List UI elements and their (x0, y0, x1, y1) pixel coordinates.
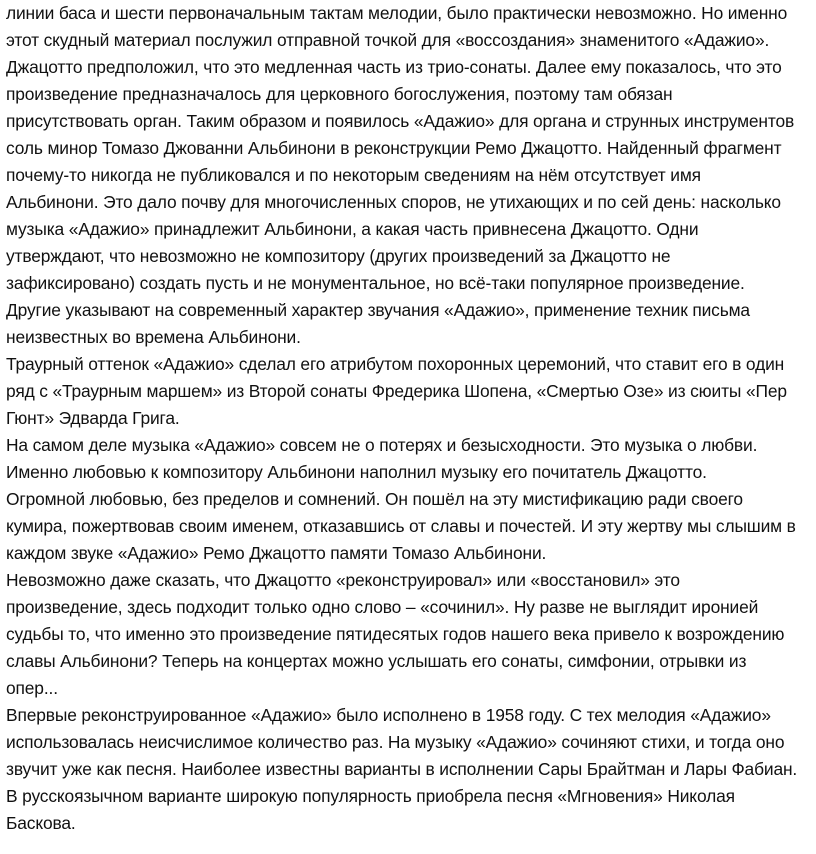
text-line: произведение, здесь подходит только одно слово – «сочинил». Ну разве не выглядит иронией (6, 597, 759, 617)
text-line: утверждают, что невозможно не композитору (других произведений за Джацотто не (6, 246, 671, 266)
text-line: Огромной любовью, без пределов и сомнений. Он пошёл на эту мистификацию ради своего (6, 489, 743, 509)
text-line: судьбы то, что именно это произведение пятидесятых годов нашего века привело к возрождению (6, 624, 785, 644)
text-line: опер... (6, 678, 58, 698)
text-line: звучит уже как песня. Наиболее известны варианты в исполнении Сары Брайтман и Лары Фабиан. (6, 759, 798, 779)
text-line: На самом деле музыка «Адажио» совсем не о потерях и безысходности. Это музыка о любви. (6, 435, 758, 455)
text-line: соль минор Томазо Джованни Альбинони в реконструкции Ремо Джацотто. Найденный фрагмент (6, 138, 782, 158)
text-line: каждом звуке «Адажио» Ремо Джацотто памяти Томазо Альбинони. (6, 543, 547, 563)
text-line: Джацотто предположил, что это медленная часть из трио-сонаты. Далее ему показалось, что это (6, 57, 782, 77)
text-line: кумира, пожертвовав своим именем, отказавшись от славы и почестей. И эту жертву мы слышим в (6, 516, 796, 536)
text-line: почему-то никогда не публиковался и по некоторым сведениям на нём отсутствует имя (6, 165, 701, 185)
text-line: славы Альбинони? Теперь на концертах можно услышать его сонаты, симфонии, отрывки из (6, 651, 747, 671)
text-line: зафиксировано) создать пусть и не монументальное, но всё-таки популярное произведение. (6, 273, 745, 293)
text-line: линии баса и шести первоначальным тактам мелодии, было практически невозможно. Но именно (6, 3, 788, 23)
text-line: ряд с «Траурным маршем» из Второй сонаты Фредерика Шопена, «Смертью Озе» из сюиты «Пер (6, 381, 787, 401)
text-line: использовалась неисчислимое количество раз. На музыку «Адажио» сочиняют стихи, и тогда оно (6, 732, 785, 752)
text-line: неизвестных во времена Альбинони. (6, 327, 301, 347)
text-line: музыка «Адажио» принадлежит Альбинони, а какая часть привнесена Джацотто. Одни (6, 219, 699, 239)
text-line: Гюнт» Эдварда Грига. (6, 408, 180, 428)
text-line: Другие указывают на современный характер звучания «Адажио», применение техник письма (6, 300, 750, 320)
text-line: этот скудный материал послужил отправной точкой для «воссоздания» знаменитого «Адажио». (6, 30, 770, 50)
text-line: Траурный оттенок «Адажио» сделал его атрибутом похоронных церемоний, что ставит его в один (6, 354, 785, 374)
text-line: произведение предназначалось для церковного богослужения, поэтому там обязан (6, 84, 673, 104)
text-line: Альбинони. Это дало почву для многочисленных споров, не утихающих и по сей день: насколько (6, 192, 781, 212)
text-line: Впервые реконструированное «Адажио» было исполнено в 1958 году. С тех мелодия «Адажио» (6, 705, 771, 725)
document-body (6, 0, 812, 837)
text-line: В русскоязычном варианте широкую популярность приобрела песня «Мгновения» Николая (6, 786, 735, 806)
text-line: Баскова. (6, 813, 76, 833)
text-line: Именно любовью к композитору Альбинони наполнил музыку его почитатель Джацотто. (6, 462, 707, 482)
text-line: присутствовать орган. Таким образом и появилось «Адажио» для органа и струнных инструментов (6, 111, 795, 131)
text-line: Невозможно даже сказать, что Джацотто «реконструировал» или «восстановил» это (6, 570, 680, 590)
